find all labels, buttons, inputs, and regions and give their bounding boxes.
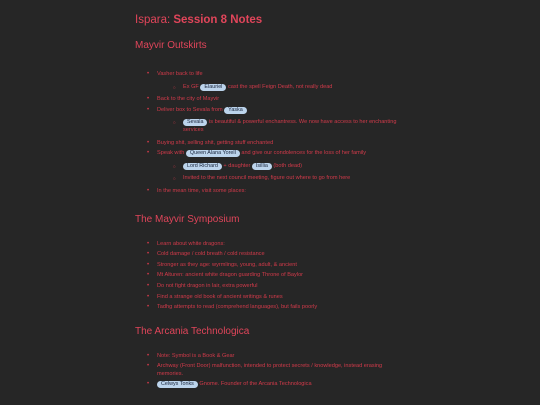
bullet-text: Buying shit, selling shit, getting stuff enchanted xyxy=(157,139,274,146)
section-heading: Mayvir Outskirts xyxy=(135,40,207,51)
bullet-text: (both dead) xyxy=(271,162,303,169)
bullet-text: + daughter xyxy=(221,162,252,169)
section-heading: The Mayvir Symposium xyxy=(135,213,240,225)
bullet-text: Speak with xyxy=(157,150,186,157)
bullet-item xyxy=(135,150,405,158)
bullet-item xyxy=(135,71,405,79)
bullet-text: Invited to the next council meeting, figure out where to go from here xyxy=(183,175,351,182)
section-heading: The Arcania Technologica xyxy=(135,325,250,337)
page-title xyxy=(135,14,405,26)
bullet-item xyxy=(135,381,405,389)
mention-tag[interactable]: Yaska xyxy=(224,107,247,114)
mention-tag[interactable]: Queen Alana Yorell xyxy=(186,150,240,157)
bullet-text: Gnome. Founder of the Arcania Technologica xyxy=(197,381,312,388)
bullet-item xyxy=(135,272,405,280)
bullet-text: Learn about white dragons: xyxy=(157,240,225,247)
bullet-text: Tadhg attempts to read (comprehend languages), but fails poorly xyxy=(157,304,318,311)
section xyxy=(135,214,405,312)
title-bold: Session 8 Notes xyxy=(173,14,263,26)
bullet-item xyxy=(135,251,405,259)
bullet-text: Vasher back to life xyxy=(157,71,203,77)
bullet-item xyxy=(135,304,405,312)
mention-tag[interactable]: Sevala xyxy=(183,119,207,126)
bullet-list xyxy=(135,353,405,389)
bullet-text: is beautiful & powerful enchantress. We now have access to her enchanting services xyxy=(183,119,397,133)
notes-page xyxy=(135,14,405,403)
sections xyxy=(135,40,405,389)
sub-bullet-item xyxy=(135,175,405,183)
bullet-item xyxy=(135,262,405,270)
bullet-item xyxy=(135,363,405,378)
bullet-text: Do not fight dragon in lair, extra powerful xyxy=(157,282,258,289)
title-prefix: Ispara: xyxy=(135,14,174,26)
mention-tag[interactable]: Lord Richard xyxy=(183,163,222,170)
mention-tag[interactable]: Isillia xyxy=(252,163,272,170)
sub-bullet-item xyxy=(135,84,405,92)
bullet-text: In the mean time, visit some places: xyxy=(157,187,246,194)
sub-bullet-item xyxy=(135,163,405,171)
bullet-text: Cold damage / cold breath / cold resistance xyxy=(157,251,265,258)
bullet-list xyxy=(135,71,405,196)
bullet-text: Find a strange old book of ancient writings & runes xyxy=(157,293,283,300)
bullet-text: Note: Symbol is a Book & Gear xyxy=(157,352,235,359)
bullet-item xyxy=(135,96,405,104)
section xyxy=(135,326,405,389)
section xyxy=(135,40,405,196)
bullet-item xyxy=(135,283,405,291)
sub-bullet-item xyxy=(135,119,405,134)
mention-tag[interactable]: Elauriel xyxy=(200,84,226,91)
bullet-text: Deliver box to Sevala from xyxy=(157,106,225,113)
bullet-item xyxy=(135,107,405,115)
bullet-item xyxy=(135,241,405,249)
bullet-text: Back to the city of Mayvir xyxy=(157,96,220,103)
bullet-text: cast the spell Feign Death, not really dead xyxy=(226,83,333,90)
bullet-item xyxy=(135,188,405,196)
bullet-text: Archway (Front Door) malfunction, intended to protect secrets / knowledge, instead erasing memories. xyxy=(157,363,383,377)
bullet-text: Stronger as they age: wyrmlings, young, adult, & ancient xyxy=(157,261,297,268)
bullet-list xyxy=(135,241,405,312)
mention-tag[interactable]: Celwys Tonks xyxy=(157,381,198,388)
bullet-item xyxy=(135,140,405,148)
bullet-text: Ex GF xyxy=(183,83,201,90)
bullet-text: Mt Alturen: ancient white dragon guarding Throne of Baylor xyxy=(157,272,304,279)
bullet-item xyxy=(135,353,405,361)
bullet-item xyxy=(135,294,405,302)
bullet-text: and give our condolences for the loss of her family xyxy=(239,150,367,157)
